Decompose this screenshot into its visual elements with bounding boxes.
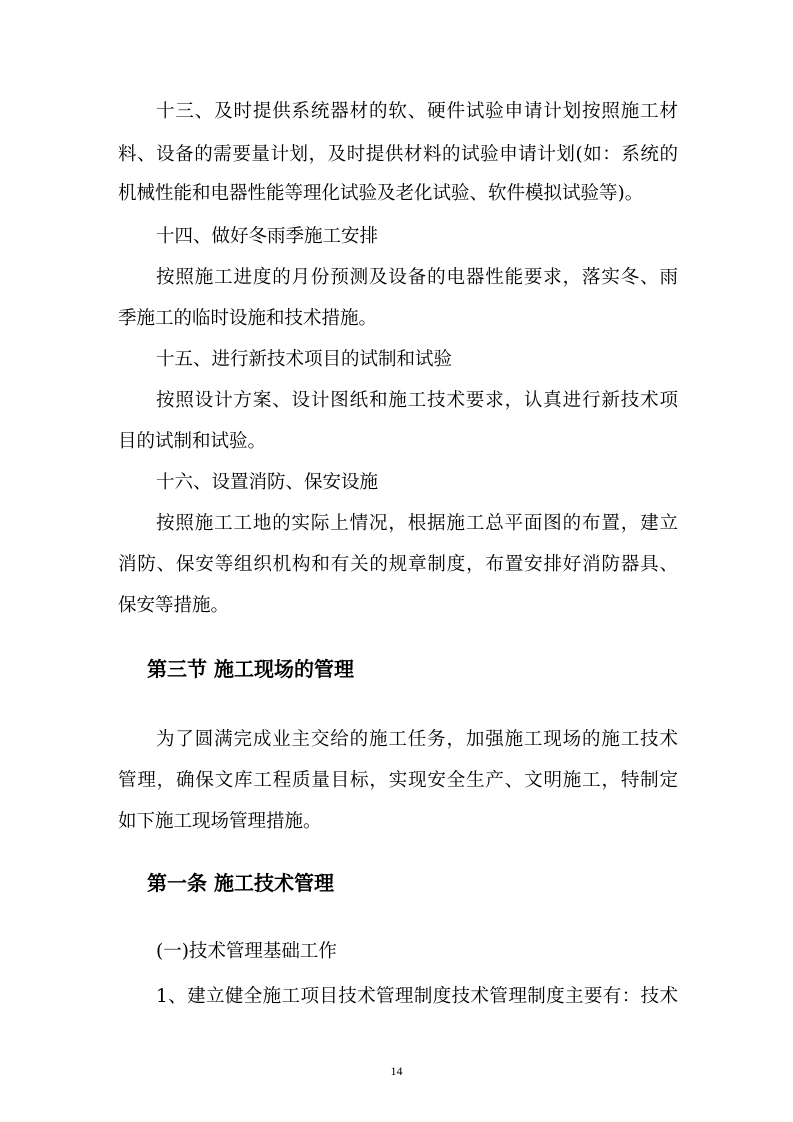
- paragraph-line: 消防、保安等组织机构和有关的规章制度，布置安排好消防器具、: [118, 554, 678, 575]
- paragraph-line: 料、设备的需要量计划，及时提供材料的试验申请计划(如：系统的: [118, 144, 678, 165]
- paragraph-line: 按照施工工地的实际上情况，根据施工总平面图的布置，建立: [156, 513, 678, 534]
- paragraph-line: 十三、及时提供系统器材的软、硬件试验申请计划按照施工材: [156, 101, 678, 122]
- paragraph-line: 按照施工进度的月份预测及设备的电器性能要求，落实冬、雨: [156, 267, 678, 288]
- paragraph-line: 目的试制和试验。: [118, 431, 267, 452]
- section-item-title: 十五、进行新技术项目的试制和试验: [156, 349, 453, 370]
- paragraph-line: 1、建立健全施工项目技术管理制度技术管理制度主要有：技术: [156, 986, 678, 1007]
- paragraph-line: 按照设计方案、设计图纸和施工技术要求，认真进行新技术项: [156, 390, 678, 411]
- section-item-title: 十六、设置消防、保安设施: [156, 472, 379, 493]
- paragraph-line: 为了圆满完成业主交给的施工任务，加强施工现场的施工技术: [156, 729, 678, 750]
- paragraph-line: 管理，确保文库工程质量目标，实现安全生产、文明施工，特制定: [118, 770, 678, 791]
- section-item-title: 十四、做好冬雨季施工安排: [156, 226, 379, 247]
- paragraph-line: 保安等措施。: [118, 595, 230, 616]
- page-number: 14: [390, 1064, 403, 1078]
- section-heading: 第三节 施工现场的管理: [147, 657, 354, 681]
- paragraph-line: 如下施工现场管理措施。: [118, 811, 322, 832]
- paragraph-line: 季施工的临时设施和技术措施。: [118, 308, 378, 329]
- subsection-title: (一)技术管理基础工作: [156, 941, 337, 962]
- article-heading: 第一条 施工技术管理: [147, 871, 334, 895]
- paragraph-line: 机械性能和电器性能等理化试验及老化试验、软件模拟试验等)。: [118, 183, 644, 204]
